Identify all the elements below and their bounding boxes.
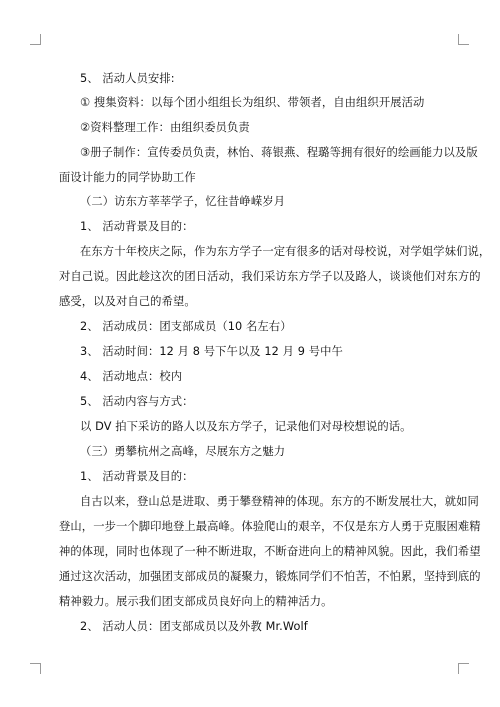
section-heading: 5、 活动人员安排:: [80, 72, 175, 85]
paragraph-line: 面设计能力的同学协助工作: [59, 171, 196, 184]
list-item: 3、 活动时间：12 月 8 号下午以及 12 月 9 号中午: [80, 345, 343, 358]
paragraph-line: 自古以来，登山总是进取、勇于攀登精神的体现。东方的不断发展壮大，就如同: [80, 495, 479, 508]
crop-mark-bottom-right: [458, 663, 469, 674]
section-heading: 1、 活动背景及目的：: [80, 470, 194, 483]
paragraph-line: 精神毅力。展示我们团支部成员良好向上的精神活力。: [59, 595, 333, 608]
paragraph-line: 通过这次活动，加强团支部成员的凝聚力，锻炼同学们不怕苦，不怕累，坚持到底的: [59, 570, 481, 583]
section-heading: （三）勇攀杭州之高峰，尽展东方之魅力: [80, 445, 286, 458]
list-item: 4、 活动地点：校内: [80, 370, 183, 383]
crop-mark-bottom-left: [30, 663, 41, 674]
paragraph-line: 在东方十年校庆之际，作为东方学子一定有很多的话对母校说，对学姐学妹们说，: [80, 245, 491, 258]
section-heading: （二）访东方莘莘学子，忆往昔峥嵘岁月: [80, 195, 286, 208]
list-item: ②资料整理工作：由组织委员负责: [80, 121, 250, 134]
paragraph-line: 神的体现，同时也体现了一种不断进取，不断奋进向上的精神风貌。因此，我们希望: [59, 545, 481, 558]
section-heading: 1、 活动背景及目的：: [80, 220, 194, 233]
list-item: ① 搜集资料：以每个团小组组长为组织、带领者，自由组织开展活动: [80, 96, 425, 109]
paragraph-line: 对自己说。因此趁这次的团日活动，我们采访东方学子以及路人，谈谈他们对东方的: [59, 270, 481, 283]
list-item: ③册子制作：宣传委员负责，林怡、蒋银燕、程璐等拥有很好的绘画能力以及版: [80, 146, 478, 159]
crop-mark-top-left: [30, 34, 41, 45]
paragraph-line: 感受，以及对自己的希望。: [59, 295, 196, 308]
list-item: 5、 活动内容与方式：: [80, 395, 194, 408]
list-item: 2、 活动人员：团支部成员以及外教 Mr.Wolf: [80, 620, 308, 633]
paragraph-line: 以 DV 拍下采访的路人以及东方学子，记录他们对母校想说的话。: [80, 420, 412, 433]
list-item: 2、 活动成员：团支部成员（10 名左右）: [80, 320, 292, 333]
paragraph-line: 登山，一步一个脚印地登上最高峰。体验爬山的艰辛，不仅是东方人勇于克服困难精: [59, 520, 481, 533]
crop-mark-top-right: [458, 34, 469, 45]
